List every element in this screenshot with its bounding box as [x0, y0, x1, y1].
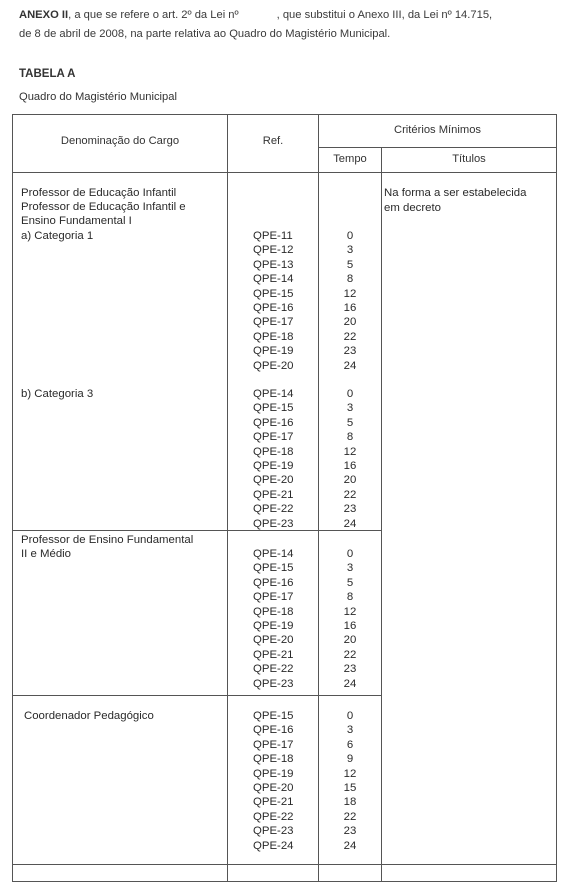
ref-column	[253, 387, 313, 531]
ref-cell: QPE-19	[253, 345, 294, 358]
tempo-column	[330, 229, 370, 373]
ref-cell: QPE-18	[253, 753, 294, 766]
tempo-cell: 12	[343, 767, 357, 780]
tempo-cell: 23	[343, 663, 357, 676]
ref-cell: QPE-24	[253, 839, 294, 852]
ref-cell: QPE-21	[253, 488, 294, 501]
divider-cargo-ref	[227, 115, 228, 881]
ref-cell: QPE-18	[253, 605, 294, 618]
category-label: a) Categoria 1	[21, 230, 94, 242]
ref-cell: QPE-22	[253, 503, 294, 516]
ref-cell: QPE-19	[253, 767, 294, 780]
ref-cell: QPE-22	[253, 810, 294, 823]
ref-cell: QPE-15	[253, 562, 294, 575]
tempo-cell: 8	[346, 273, 354, 286]
ref-column	[253, 709, 313, 853]
tempo-cell: 8	[346, 591, 354, 604]
tempo-cell: 0	[346, 230, 354, 242]
annex-label: ANEXO II	[19, 9, 69, 21]
tempo-cell: 8	[346, 431, 354, 444]
tempo-cell: 22	[343, 488, 357, 501]
ref-cell: QPE-20	[253, 359, 294, 372]
tempo-cell: 6	[346, 738, 354, 751]
ref-cell: QPE-14	[253, 388, 294, 400]
ref-cell: QPE-17	[253, 431, 294, 444]
tempo-cell: 12	[343, 445, 357, 458]
tempo-cell: 23	[343, 345, 357, 358]
tempo-cell: 16	[343, 459, 357, 472]
tempo-cell: 20	[343, 316, 357, 329]
header-bottom-line	[13, 172, 556, 173]
footer-line	[13, 864, 556, 865]
ref-cell: QPE-14	[253, 273, 294, 286]
tempo-cell: 23	[343, 503, 357, 516]
divider-group-3	[13, 695, 382, 696]
divider-criterios	[318, 147, 556, 148]
tempo-cell: 3	[346, 402, 354, 415]
table-title: TABELA A	[19, 68, 76, 80]
tempo-cell: 0	[346, 548, 354, 560]
ref-cell: QPE-16	[253, 301, 294, 314]
tempo-cell: 5	[346, 576, 354, 589]
divider-tempo-titulos	[381, 147, 382, 881]
cargo-label: II e Médio	[21, 548, 72, 560]
ref-cell: QPE-16	[253, 724, 294, 737]
header-criterios: Critérios Mínimos	[393, 124, 482, 136]
ref-cell: QPE-20	[253, 634, 294, 647]
header-tempo: Tempo	[333, 153, 367, 165]
titulos-line-1: Na forma a ser estabelecida	[384, 187, 527, 199]
tempo-cell: 24	[343, 517, 357, 530]
ref-cell: QPE-18	[253, 330, 294, 343]
ref-cell: QPE-16	[253, 576, 294, 589]
intro-text-1: , a que se refere o art. 2º da Lei nº	[68, 9, 239, 21]
tempo-cell: 20	[343, 474, 357, 487]
divider-group-2	[13, 530, 382, 531]
intro-line-2: de 8 de abril de 2008, na parte relativa ao Quadro do Magistério Municipal.	[19, 28, 391, 40]
tempo-cell: 5	[346, 416, 354, 429]
header-titulos: Títulos	[452, 153, 486, 165]
tempo-column	[330, 547, 370, 691]
ref-cell: QPE-17	[253, 738, 294, 751]
tempo-cell: 24	[343, 839, 357, 852]
ref-cell: QPE-23	[253, 517, 294, 530]
ref-cell: QPE-18	[253, 445, 294, 458]
ref-cell: QPE-22	[253, 663, 294, 676]
tempo-cell: 5	[346, 258, 354, 271]
ref-cell: QPE-15	[253, 287, 294, 300]
intro-paragraph	[19, 6, 559, 44]
category-label: b) Categoria 3	[21, 388, 94, 400]
tempo-cell: 22	[343, 330, 357, 343]
tempo-cell: 16	[343, 619, 357, 632]
cargo-label: Coordenador Pedagógico	[24, 710, 154, 722]
tempo-cell: 24	[343, 359, 357, 372]
table-subtitle: Quadro do Magistério Municipal	[19, 91, 177, 103]
tempo-column	[330, 387, 370, 531]
tempo-cell: 24	[343, 677, 357, 690]
ref-cell: QPE-17	[253, 316, 294, 329]
ref-column	[253, 229, 313, 373]
ref-cell: QPE-19	[253, 459, 294, 472]
ref-cell: QPE-20	[253, 781, 294, 794]
tempo-cell: 3	[346, 244, 354, 257]
tempo-cell: 23	[343, 825, 357, 838]
ref-cell: QPE-21	[253, 648, 294, 661]
tempo-cell: 12	[343, 287, 357, 300]
titulos-line-2: em decreto	[384, 202, 441, 214]
tempo-cell: 16	[343, 301, 357, 314]
ref-cell: QPE-21	[253, 796, 294, 809]
tempo-cell: 20	[343, 634, 357, 647]
tempo-cell: 22	[343, 648, 357, 661]
ref-cell: QPE-15	[253, 710, 294, 722]
ref-cell: QPE-17	[253, 591, 294, 604]
tempo-cell: 12	[343, 605, 357, 618]
ref-cell: QPE-16	[253, 416, 294, 429]
tempo-cell: 0	[346, 710, 354, 722]
tempo-cell: 3	[346, 562, 354, 575]
ref-cell: QPE-13	[253, 258, 294, 271]
ref-cell: QPE-14	[253, 548, 294, 560]
ref-cell: QPE-11	[253, 230, 293, 242]
cargo-label: Ensino Fundamental I	[21, 215, 132, 227]
ref-cell: QPE-12	[253, 244, 294, 257]
tempo-cell: 18	[343, 796, 357, 809]
tempo-column	[330, 709, 370, 853]
ref-cell: QPE-23	[253, 677, 294, 690]
cargo-label: Professor de Educação Infantil e	[21, 201, 186, 213]
divider-ref-tempo	[318, 115, 319, 881]
header-cargo: Denominação do Cargo	[60, 135, 180, 147]
ref-cell: QPE-15	[253, 402, 294, 415]
tempo-cell: 0	[346, 388, 354, 400]
cargo-label: Professor de Educação Infantil	[21, 187, 177, 199]
tempo-cell: 22	[343, 810, 357, 823]
tempo-cell: 9	[346, 753, 354, 766]
ref-cell: QPE-23	[253, 825, 294, 838]
ref-cell: QPE-19	[253, 619, 294, 632]
cargo-label: Professor de Ensino Fundamental	[21, 534, 194, 546]
header-ref: Ref.	[262, 135, 284, 147]
tempo-cell: 15	[343, 781, 357, 794]
tempo-cell: 3	[346, 724, 354, 737]
ref-column	[253, 547, 313, 691]
ref-cell: QPE-20	[253, 474, 294, 487]
intro-text-2: , que substitui o Anexo III, da Lei nº 14.715,	[276, 9, 493, 21]
intro-line-1	[19, 6, 559, 25]
